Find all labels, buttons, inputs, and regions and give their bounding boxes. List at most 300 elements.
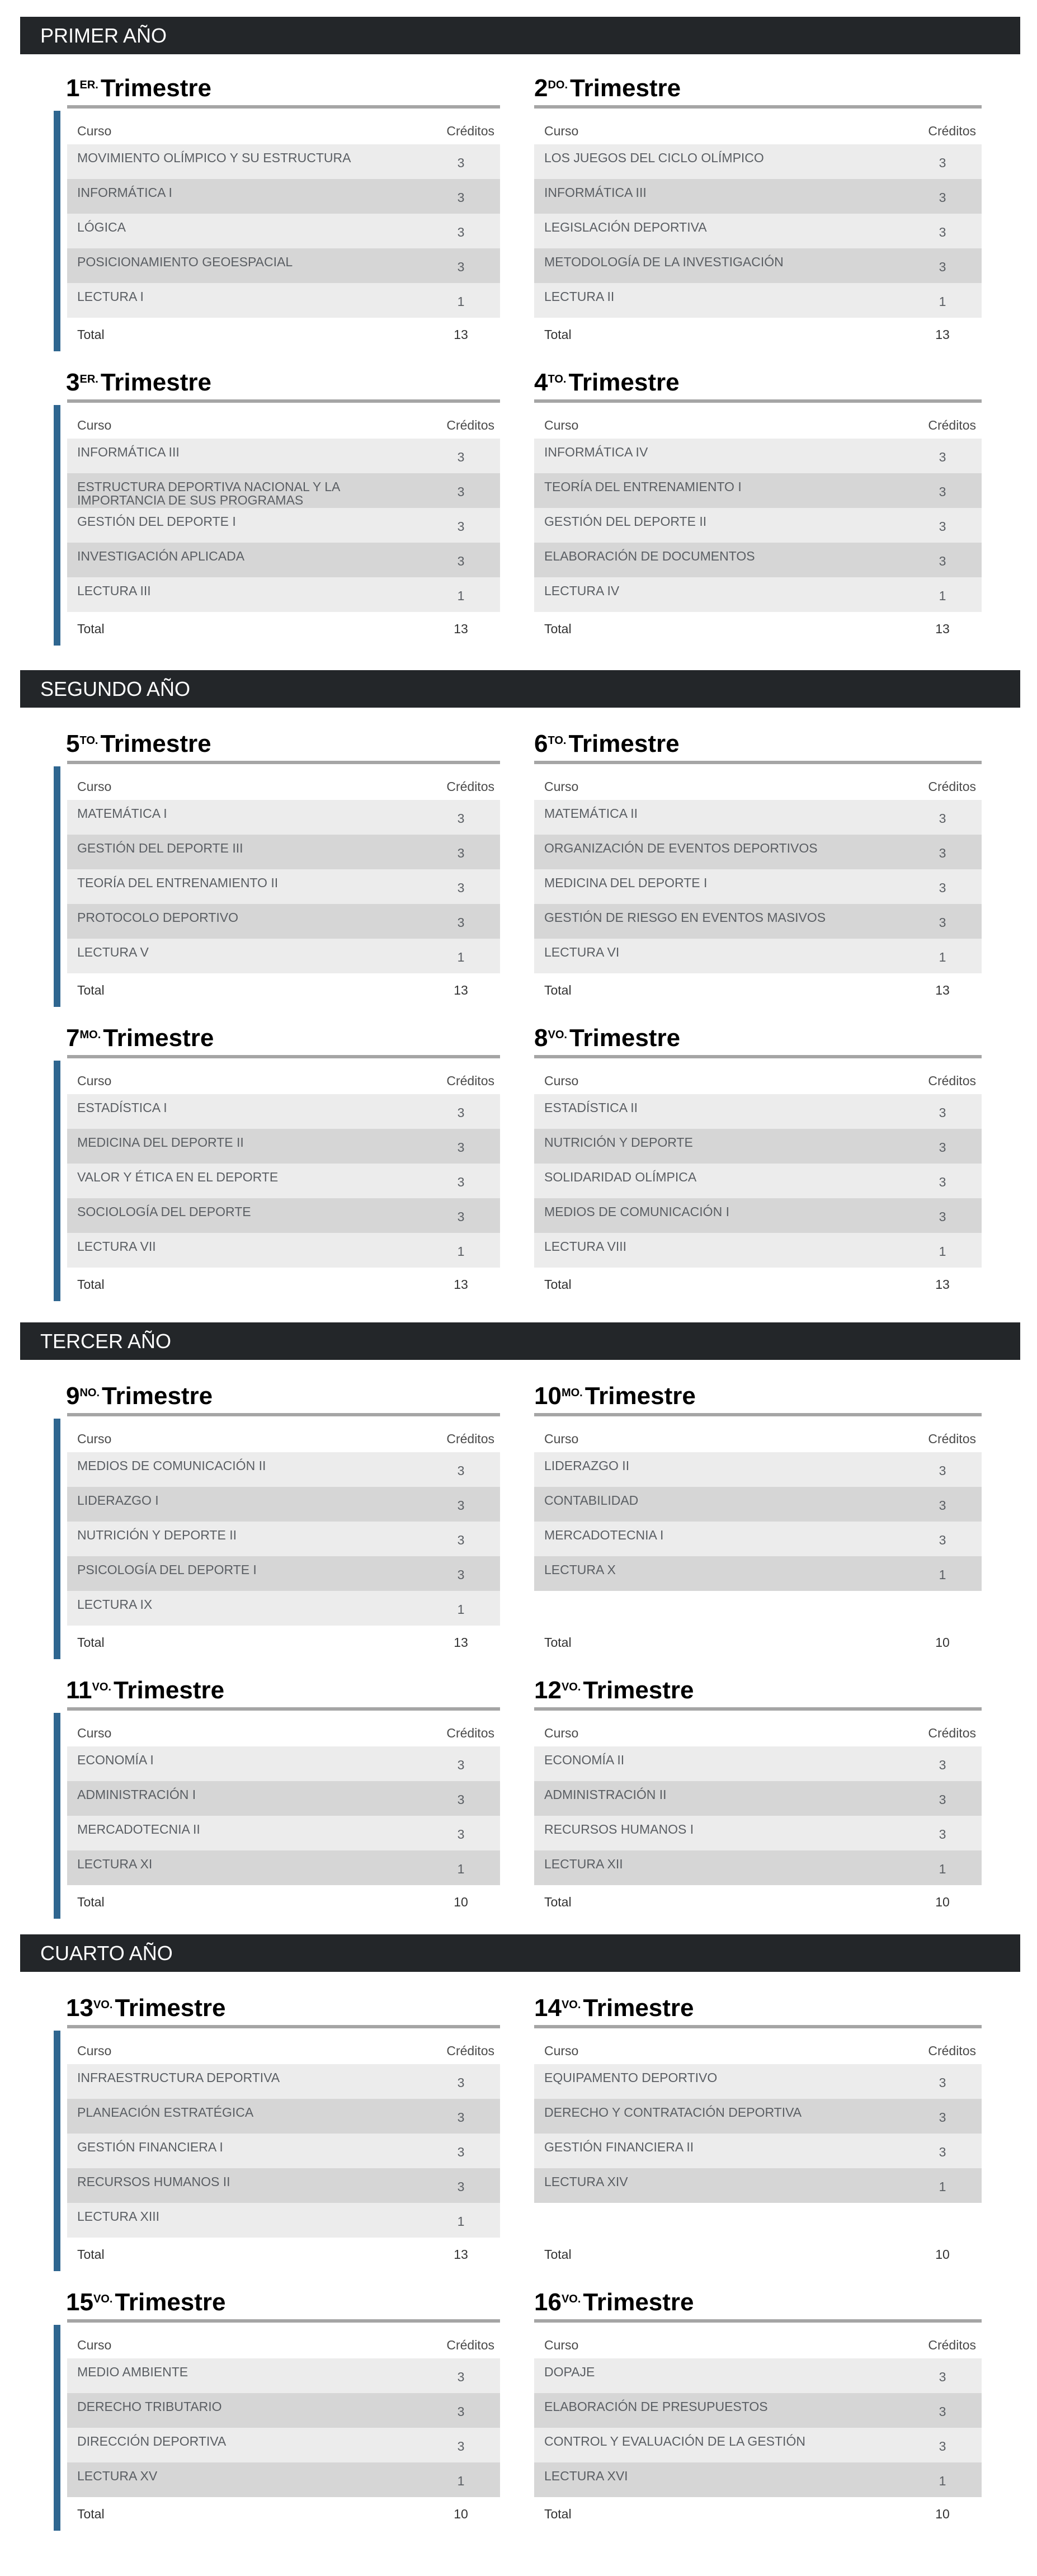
header-creditos: Créditos — [928, 417, 976, 432]
course-name: LECTURA XIV — [544, 2174, 628, 2189]
table-row — [67, 1094, 500, 1129]
course-credits: 1 — [457, 1862, 465, 1876]
table-body — [534, 144, 982, 318]
table-body — [67, 2064, 500, 2238]
course-name: ECONOMÍA I — [77, 1753, 154, 1767]
total-label: Total — [77, 621, 105, 636]
trimestre-ordinal: TO. — [79, 734, 98, 747]
course-credits: 3 — [939, 484, 946, 499]
course-table — [534, 1720, 982, 1919]
course-name: ADMINISTRACIÓN II — [544, 1787, 667, 1802]
table-row — [67, 2099, 500, 2134]
trimestre-title — [534, 367, 680, 398]
total-label: Total — [544, 1894, 572, 1909]
course-name: LECTURA XII — [544, 1857, 623, 1871]
table-row — [534, 1816, 982, 1850]
course-name: LECTURA V — [77, 945, 149, 959]
trimestre-word: Trimestre — [100, 730, 211, 757]
course-credits: 3 — [457, 260, 465, 274]
course-credits: 3 — [457, 1533, 465, 1547]
course-table — [67, 1425, 500, 1659]
total-credits: 10 — [935, 2247, 950, 2262]
trimestre-number: 2 — [534, 74, 548, 102]
total-credits: 13 — [935, 1277, 950, 1292]
total-label: Total — [77, 1635, 105, 1650]
table-row — [67, 2462, 500, 2497]
trimestre-number: 9 — [66, 1382, 80, 1410]
header-creditos: Créditos — [446, 1725, 494, 1740]
trimestre-title — [66, 1023, 214, 1054]
header-curso: Curso — [77, 1073, 112, 1088]
table-row — [67, 904, 500, 939]
trimestre-word: Trimestre — [115, 1994, 226, 2022]
course-table — [67, 412, 500, 646]
course-name: ELABORACIÓN DE DOCUMENTOS — [544, 549, 755, 563]
accent-bar — [54, 405, 60, 646]
trimestre-ordinal: DO. — [548, 79, 568, 91]
course-name: PROTOCOLO DEPORTIVO — [77, 910, 238, 925]
trimestre-word: Trimestre — [100, 369, 211, 396]
trimestre-ordinal: VO. — [92, 1681, 111, 1693]
total-credits: 13 — [935, 327, 950, 342]
course-name: MEDICINA DEL DEPORTE II — [77, 1135, 244, 1150]
table-row — [534, 1233, 982, 1268]
course-credits: 3 — [457, 190, 465, 205]
trimestre-title — [66, 1993, 226, 2024]
title-underline — [67, 105, 500, 109]
total-credits: 13 — [454, 1277, 468, 1292]
total-credits: 13 — [454, 327, 468, 342]
course-credits: 3 — [457, 2145, 465, 2159]
total-label: Total — [544, 982, 572, 997]
course-credits: 3 — [457, 2110, 465, 2125]
table-body — [534, 2064, 982, 2238]
total-label: Total — [544, 1277, 572, 1292]
total-label: Total — [77, 982, 105, 997]
course-name: GESTIÓN DEL DEPORTE II — [544, 514, 707, 529]
table-row — [67, 439, 500, 473]
course-credits: 1 — [457, 1244, 465, 1259]
table-row — [67, 248, 500, 283]
course-credits: 1 — [939, 1567, 946, 1582]
total-row — [67, 1626, 500, 1659]
total-row — [534, 612, 982, 646]
table-row — [534, 439, 982, 473]
course-credits: 3 — [939, 1498, 946, 1513]
table-row — [534, 283, 982, 318]
table-row — [534, 1198, 982, 1233]
accent-bar — [54, 1061, 60, 1301]
header-curso: Curso — [77, 123, 112, 138]
course-table — [67, 2037, 500, 2271]
table-row — [67, 1781, 500, 1816]
table-row — [67, 800, 500, 835]
course-credits: 3 — [939, 2404, 946, 2419]
table-header — [534, 773, 982, 800]
table-header — [534, 1720, 982, 1746]
course-credits: 3 — [939, 190, 946, 205]
table-row — [534, 2134, 982, 2168]
course-credits: 3 — [457, 519, 465, 534]
trimestre-number: 15 — [66, 2288, 93, 2316]
course-name: ECONOMÍA II — [544, 1753, 625, 1767]
table-row — [67, 2064, 500, 2099]
table-row — [67, 1164, 500, 1198]
course-name: ORGANIZACIÓN DE EVENTOS DEPORTIVOS — [544, 841, 818, 855]
course-credits: 3 — [457, 2179, 465, 2194]
table-row — [67, 1816, 500, 1850]
trimestre-ordinal: TO. — [548, 734, 567, 747]
table-header — [67, 2332, 500, 2358]
table-row — [67, 179, 500, 214]
course-name: RECURSOS HUMANOS II — [77, 2174, 230, 2189]
trimestre-word: Trimestre — [102, 1382, 213, 1410]
accent-bar — [54, 2325, 60, 2531]
trimestre-title — [534, 1023, 680, 1054]
course-table — [67, 1720, 500, 1919]
table-row — [534, 1850, 982, 1885]
course-credits: 1 — [939, 950, 946, 964]
table-row — [67, 2134, 500, 2168]
header-curso: Curso — [544, 1725, 579, 1740]
table-row — [534, 1781, 982, 1816]
course-credits: 1 — [939, 1244, 946, 1259]
total-label: Total — [544, 1635, 572, 1650]
course-name: ESTRUCTURA DEPORTIVA NACIONAL Y LA IMPORTANCIA DE SUS PROGRAMAS — [77, 479, 340, 507]
course-credits: 3 — [457, 2370, 465, 2384]
course-name: PSICOLOGÍA DEL DEPORTE I — [77, 1562, 257, 1577]
table-row — [67, 939, 500, 973]
table-row — [67, 2393, 500, 2428]
trimestre-number: 14 — [534, 1994, 562, 2022]
table-header — [67, 1720, 500, 1746]
course-credits: 3 — [457, 225, 465, 239]
table-row — [534, 2064, 982, 2099]
table-row — [534, 214, 982, 248]
total-row — [534, 2497, 982, 2531]
course-name: PLANEACIÓN ESTRATÉGICA — [77, 2105, 254, 2120]
year-header-3: TERCER AÑO — [20, 1322, 1020, 1360]
total-credits: 13 — [454, 2247, 468, 2262]
table-row — [67, 1198, 500, 1233]
course-name: INFORMÁTICA III — [544, 185, 647, 200]
table-row — [67, 1522, 500, 1556]
course-credits: 3 — [939, 2439, 946, 2453]
course-table — [534, 117, 982, 351]
course-name: ADMINISTRACIÓN I — [77, 1787, 196, 1802]
course-name: DIRECCIÓN DEPORTIVA — [77, 2434, 227, 2448]
course-credits: 3 — [939, 1827, 946, 1842]
total-label: Total — [544, 2247, 572, 2262]
trimestre-number: 8 — [534, 1024, 548, 1052]
course-name: ELABORACIÓN DE PRESUPUESTOS — [544, 2399, 768, 2414]
course-credits: 3 — [939, 519, 946, 534]
course-name: LECTURA VIII — [544, 1239, 626, 1254]
title-underline — [67, 1413, 500, 1416]
header-curso: Curso — [77, 2043, 112, 2058]
table-row — [67, 869, 500, 904]
table-row — [534, 1452, 982, 1487]
course-name: MOVIMIENTO OLÍMPICO Y SU ESTRUCTURA — [77, 150, 351, 165]
header-creditos: Créditos — [446, 2337, 494, 2352]
table-body — [67, 1452, 500, 1626]
course-credits: 3 — [457, 2075, 465, 2090]
course-name: SOLIDARIDAD OLÍMPICA — [544, 1170, 697, 1184]
course-name: LECTURA III — [77, 583, 151, 598]
course-credits: 1 — [939, 1862, 946, 1876]
total-credits: 13 — [935, 982, 950, 997]
header-creditos: Créditos — [446, 1431, 494, 1446]
course-name: INVESTIGACIÓN APLICADA — [77, 549, 245, 563]
trimestre-word: Trimestre — [583, 1676, 694, 1704]
course-credits: 3 — [939, 915, 946, 930]
course-table — [534, 412, 982, 646]
course-credits: 3 — [939, 260, 946, 274]
header-curso: Curso — [544, 2043, 579, 2058]
course-credits: 3 — [939, 554, 946, 568]
course-table — [534, 2332, 982, 2531]
course-credits: 1 — [457, 2474, 465, 2488]
trimestre-ordinal: VO. — [561, 2293, 581, 2305]
course-name: RECURSOS HUMANOS I — [544, 1822, 694, 1836]
year-header-1: PRIMER AÑO — [20, 17, 1020, 54]
table-header — [534, 1425, 982, 1452]
title-underline — [534, 2025, 982, 2028]
course-credits: 3 — [457, 1758, 465, 1772]
trimestre-word: Trimestre — [113, 1676, 225, 1704]
course-name: MEDIO AMBIENTE — [77, 2365, 188, 2379]
total-row — [534, 2238, 982, 2271]
course-credits: 1 — [939, 588, 946, 603]
trimestre-title — [66, 367, 211, 398]
trimestre-title — [534, 728, 680, 760]
total-row — [67, 2238, 500, 2271]
course-name: MEDIOS DE COMUNICACIÓN I — [544, 1204, 729, 1219]
table-row — [534, 1487, 982, 1522]
trimestre-ordinal: VO. — [561, 1999, 581, 2011]
course-credits: 3 — [457, 1792, 465, 1807]
trimestre-ordinal: ER. — [79, 79, 98, 91]
course-name: LECTURA X — [544, 1562, 616, 1577]
trimestre-title — [534, 2287, 694, 2318]
trimestre-ordinal: VO. — [548, 1029, 567, 1041]
course-table — [67, 117, 500, 351]
accent-bar — [54, 2031, 60, 2271]
total-label: Total — [77, 1894, 105, 1909]
trimestre-title — [534, 73, 681, 104]
table-row — [67, 1233, 500, 1268]
header-curso: Curso — [544, 2337, 579, 2352]
title-underline — [67, 2319, 500, 2323]
total-credits: 10 — [935, 1894, 950, 1909]
course-credits: 3 — [939, 1140, 946, 1155]
table-row — [67, 1591, 500, 1626]
header-creditos: Créditos — [928, 1431, 976, 1446]
course-name: GESTIÓN FINANCIERA II — [544, 2140, 694, 2154]
course-name: SOCIOLOGÍA DEL DEPORTE — [77, 1204, 251, 1219]
table-row — [534, 1094, 982, 1129]
table-header — [534, 1067, 982, 1094]
trimestre-word: Trimestre — [100, 74, 211, 102]
table-body — [67, 2358, 500, 2497]
course-credits: 1 — [457, 294, 465, 309]
course-credits: 3 — [457, 915, 465, 930]
trimestre-ordinal: ER. — [79, 373, 98, 385]
title-underline — [534, 1413, 982, 1416]
total-row — [67, 612, 500, 646]
course-name: NUTRICIÓN Y DEPORTE II — [77, 1528, 237, 1542]
table-header — [67, 773, 500, 800]
total-credits: 13 — [454, 982, 468, 997]
table-row — [534, 1129, 982, 1164]
total-credits: 10 — [454, 1894, 468, 1909]
table-row — [534, 1556, 982, 1591]
table-row — [534, 144, 982, 179]
course-credits: 1 — [457, 950, 465, 964]
course-credits: 3 — [457, 554, 465, 568]
trimestre-title — [66, 728, 211, 760]
course-credits: 1 — [939, 294, 946, 309]
course-name: GESTIÓN FINANCIERA I — [77, 2140, 223, 2154]
trimestre-word: Trimestre — [569, 1024, 681, 1052]
course-name: LECTURA XVI — [544, 2469, 628, 2483]
course-credits: 3 — [457, 811, 465, 826]
total-row — [67, 2497, 500, 2531]
course-name: LEGISLACIÓN DEPORTIVA — [544, 220, 707, 234]
trimestre-word: Trimestre — [583, 1994, 694, 2022]
header-curso: Curso — [544, 1431, 579, 1446]
title-underline — [534, 1707, 982, 1711]
total-label: Total — [544, 621, 572, 636]
course-name: GESTIÓN DEL DEPORTE III — [77, 841, 243, 855]
table-body — [67, 439, 500, 612]
header-curso: Curso — [544, 779, 579, 794]
table-row — [67, 508, 500, 543]
header-curso: Curso — [544, 417, 579, 432]
trimestre-ordinal: MO. — [79, 1029, 101, 1041]
total-label: Total — [77, 2506, 105, 2521]
table-row — [534, 473, 982, 508]
course-table — [534, 1067, 982, 1301]
table-body — [534, 2358, 982, 2497]
course-name: LIDERAZGO I — [77, 1493, 159, 1508]
total-credits: 10 — [935, 1635, 950, 1650]
table-row — [534, 869, 982, 904]
trimestre-word: Trimestre — [585, 1382, 696, 1410]
table-row — [534, 835, 982, 869]
trimestre-number: 13 — [66, 1994, 93, 2022]
course-credits: 1 — [939, 2474, 946, 2488]
course-credits: 3 — [939, 811, 946, 826]
table-row — [67, 1850, 500, 1885]
table-row — [67, 214, 500, 248]
trimestre-ordinal: TO. — [548, 373, 567, 385]
course-credits: 3 — [457, 450, 465, 464]
table-row — [534, 904, 982, 939]
table-header — [67, 1425, 500, 1452]
course-credits: 3 — [457, 1463, 465, 1478]
trimestre-title — [534, 1993, 694, 2024]
table-row — [534, 543, 982, 577]
table-row — [534, 2358, 982, 2393]
trimestre-number: 1 — [66, 74, 80, 102]
table-row — [534, 1522, 982, 1556]
title-underline — [67, 761, 500, 764]
course-credits: 1 — [939, 2179, 946, 2194]
total-row — [67, 1268, 500, 1301]
course-name: ESTADÍSTICA II — [544, 1100, 638, 1115]
header-curso: Curso — [77, 1725, 112, 1740]
total-label: Total — [77, 327, 105, 342]
table-header — [534, 2037, 982, 2064]
header-creditos: Créditos — [446, 2043, 494, 2058]
trimestre-number: 10 — [534, 1382, 562, 1410]
course-credits: 1 — [457, 1602, 465, 1617]
table-header — [67, 1067, 500, 1094]
total-credits: 13 — [454, 1635, 468, 1650]
trimestre-title — [66, 1381, 213, 1412]
table-row — [67, 2203, 500, 2238]
trimestre-number: 16 — [534, 2288, 562, 2316]
course-credits: 3 — [939, 1463, 946, 1478]
course-credits: 3 — [457, 2404, 465, 2419]
trimestre-number: 4 — [534, 369, 548, 396]
course-credits: 1 — [457, 2214, 465, 2229]
course-table — [534, 773, 982, 1007]
header-creditos: Créditos — [446, 779, 494, 794]
table-row — [67, 1746, 500, 1781]
course-name: VALOR Y ÉTICA EN EL DEPORTE — [77, 1170, 279, 1184]
course-credits: 3 — [457, 1105, 465, 1120]
total-row — [534, 1626, 982, 1659]
trimestre-ordinal: VO. — [93, 2293, 113, 2305]
accent-bar — [54, 766, 60, 1007]
table-header — [67, 2037, 500, 2064]
course-name: TEORÍA DEL ENTRENAMIENTO II — [77, 875, 279, 890]
course-credits: 3 — [939, 1105, 946, 1120]
table-header — [67, 412, 500, 439]
course-credits: 3 — [939, 2110, 946, 2125]
year-header-4: CUARTO AÑO — [20, 1934, 1020, 1972]
trimestre-word: Trimestre — [583, 2288, 694, 2316]
header-creditos: Créditos — [928, 2337, 976, 2352]
title-underline — [534, 761, 982, 764]
course-name: LECTURA XV — [77, 2469, 158, 2483]
course-name: INFORMÁTICA IV — [544, 445, 648, 459]
course-name: LECTURA XI — [77, 1857, 153, 1871]
course-credits: 3 — [939, 846, 946, 860]
trimestre-word: Trimestre — [103, 1024, 214, 1052]
header-creditos: Créditos — [928, 123, 976, 138]
course-credits: 3 — [939, 450, 946, 464]
total-credits: 10 — [454, 2506, 468, 2521]
course-name: MERCADOTECNIA II — [77, 1822, 200, 1836]
total-credits: 13 — [935, 621, 950, 636]
course-name: INFORMÁTICA III — [77, 445, 180, 459]
trimestre-title — [534, 1675, 694, 1706]
course-credits: 3 — [939, 1175, 946, 1189]
header-curso: Curso — [544, 1073, 579, 1088]
trimestre-ordinal: VO. — [561, 1681, 581, 1693]
accent-bar — [54, 111, 60, 351]
course-credits: 3 — [457, 1827, 465, 1842]
table-header — [67, 117, 500, 144]
table-row — [67, 144, 500, 179]
course-table — [67, 1067, 500, 1301]
total-credits: 13 — [454, 621, 468, 636]
course-credits: 3 — [939, 1792, 946, 1807]
table-row — [67, 2428, 500, 2462]
